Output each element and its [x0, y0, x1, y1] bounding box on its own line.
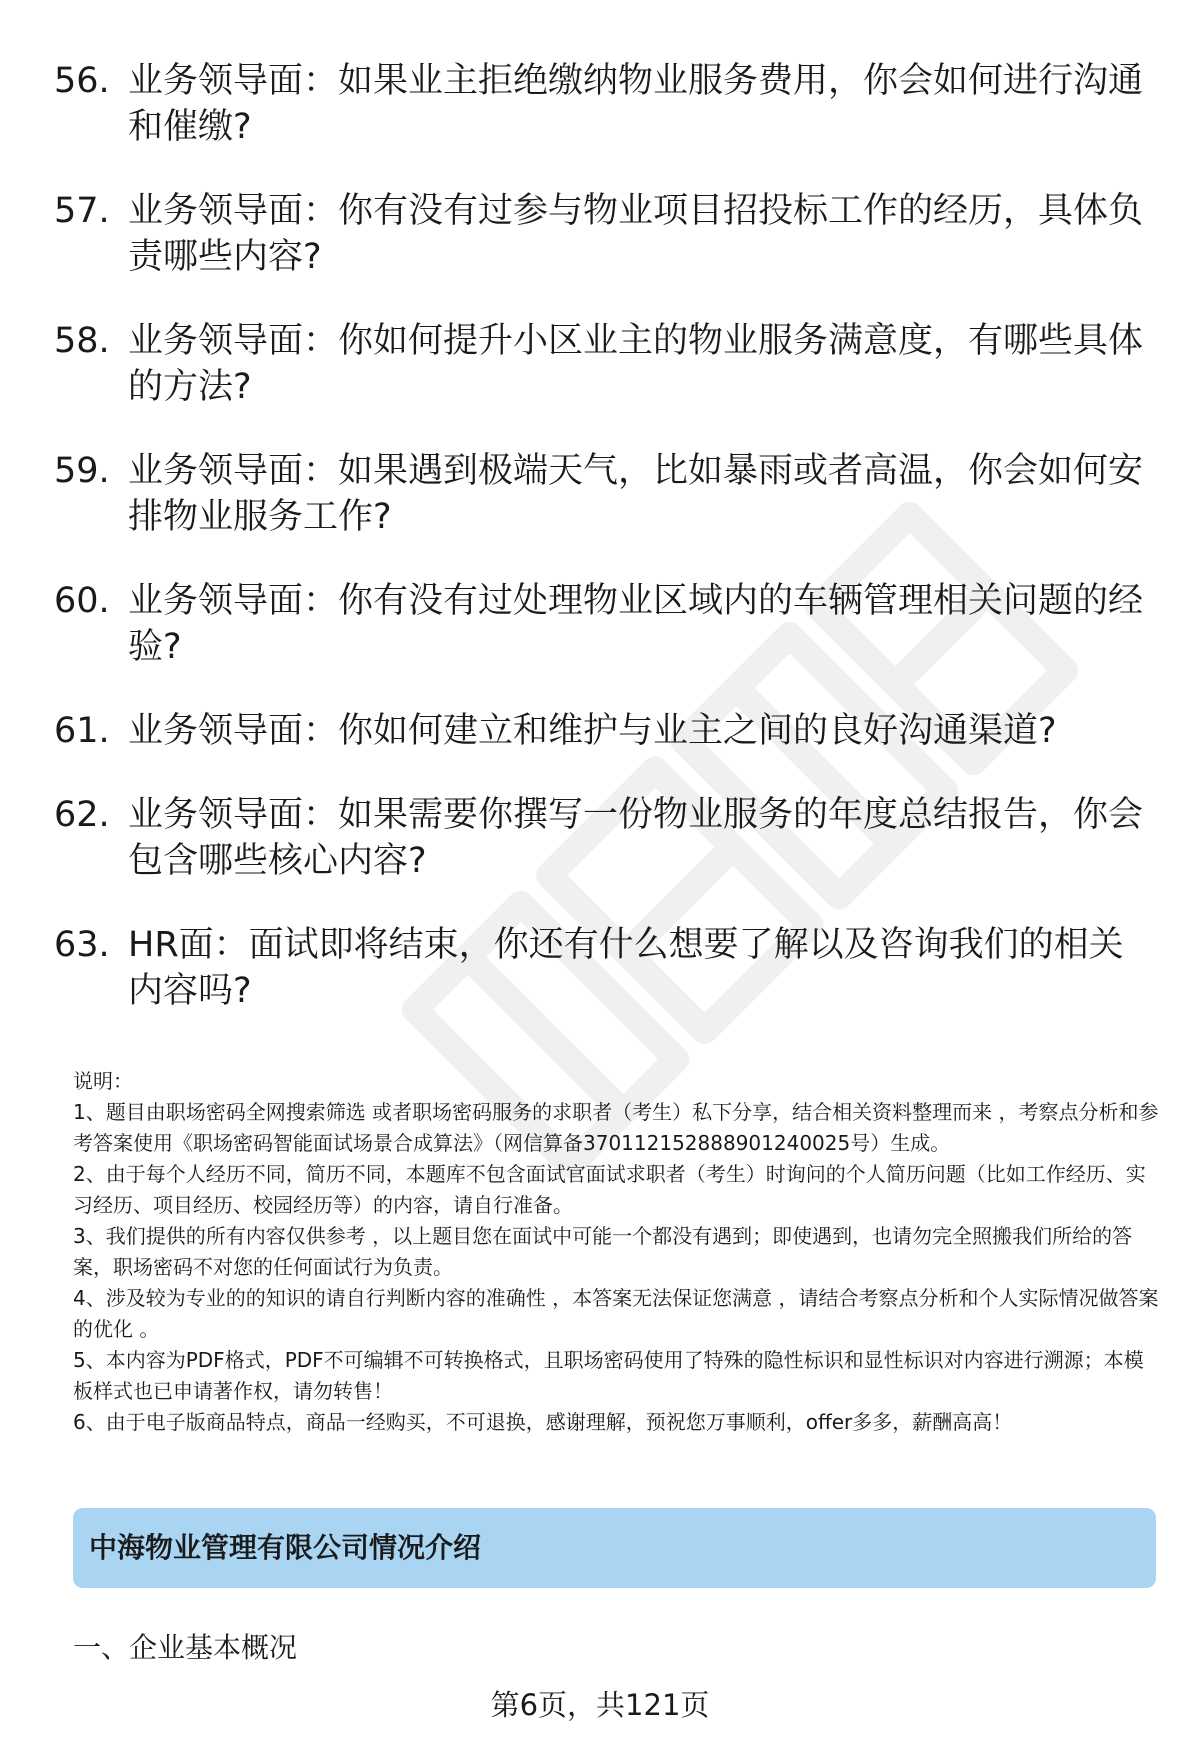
question-number: 59. — [54, 451, 110, 491]
section-heading: 一、企业基本概况 — [73, 1631, 298, 1664]
question-text: HR面：面试即将结束，你还有什么想要了解以及咨询我们的相关内容吗? — [128, 925, 1124, 1011]
question-number: 62. — [54, 795, 110, 835]
question-text: 业务领导面：如果遇到极端天气，比如暴雨或者高温，你会如何安排物业服务工作? — [128, 451, 1144, 537]
question-text: 业务领导面：你如何建立和维护与业主之间的良好沟通渠道? — [128, 711, 1057, 751]
note-item: 2、由于每个人经历不同，简历不同，本题库不包含面试官面试求职者（考生）时询问的个人简历问题（比如工作经历、实习经历、项目经历、校园经历等）的内容，请自行准备。 — [73, 1162, 1146, 1217]
company-heading: 中海物业管理有限公司情况介绍 — [89, 1531, 482, 1564]
question-text: 业务领导面：你有没有过参与物业项目招投标工作的经历，具体负责哪些内容? — [128, 191, 1144, 277]
question-item — [0, 318, 1200, 410]
question-item — [0, 708, 1200, 754]
question-number: 56. — [54, 61, 110, 101]
note-item: 4、涉及较为专业的的知识的请自行判断内容的准确性 ，本答案无法保证您满意 ，请结合考察点分析和个人实际情况做答案的优化 。 — [73, 1286, 1159, 1341]
question-number: 63. — [54, 925, 110, 965]
question-list — [0, 58, 1200, 1052]
notes-heading: 说明： — [73, 1069, 133, 1093]
note-item: 5、本内容为PDF格式，PDF不可编辑不可转换格式，且职场密码使用了特殊的隐性标识和显性标识对内容进行溯源；本模板样式也已申请著作权，请勿转售！ — [73, 1348, 1144, 1403]
question-item — [0, 58, 1200, 150]
question-number: 61. — [54, 711, 110, 751]
note-item: 6、由于电子版商品特点，商品一经购买，不可退换，感谢理解，预祝您万事顺利，offer多多，薪酬高高！ — [73, 1410, 1013, 1434]
question-number: 57. — [54, 191, 110, 231]
question-item — [0, 188, 1200, 280]
question-text: 业务领导面：你如何提升小区业主的物业服务满意度，有哪些具体的方法? — [128, 321, 1144, 407]
question-number: 58. — [54, 321, 110, 361]
note-item: 1、题目由职场密码全网搜索筛选 或者职场密码服务的求职者（考生）私下分享，结合相关资料整理而来 ，考察点分析和参考答案使用《职场密码智能面试场景合成算法》（网信算备370112152888901240025号）生成。 — [73, 1100, 1159, 1155]
question-text: 业务领导面：如果业主拒绝缴纳物业服务费用，你会如何进行沟通和催缴? — [128, 61, 1144, 147]
question-item — [0, 792, 1200, 884]
notes-section — [73, 1066, 1163, 1438]
question-text: 业务领导面：如果需要你撰写一份物业服务的年度总结报告，你会包含哪些核心内容? — [128, 795, 1144, 881]
question-item — [0, 578, 1200, 670]
company-heading-bar — [73, 1508, 1156, 1588]
question-number: 60. — [54, 581, 110, 621]
question-text: 业务领导面：你有没有过处理物业区域内的车辆管理相关问题的经验? — [128, 581, 1144, 667]
page-number: 第6页，共121页 — [490, 1688, 710, 1722]
question-item — [0, 448, 1200, 540]
question-item — [0, 922, 1200, 1014]
note-item: 3、我们提供的所有内容仅供参考 ，以上题目您在面试中可能一个都没有遇到；即使遇到，也请勿完全照搬我们所给的答案，职场密码不对您的任何面试行为负责。 — [73, 1224, 1133, 1279]
